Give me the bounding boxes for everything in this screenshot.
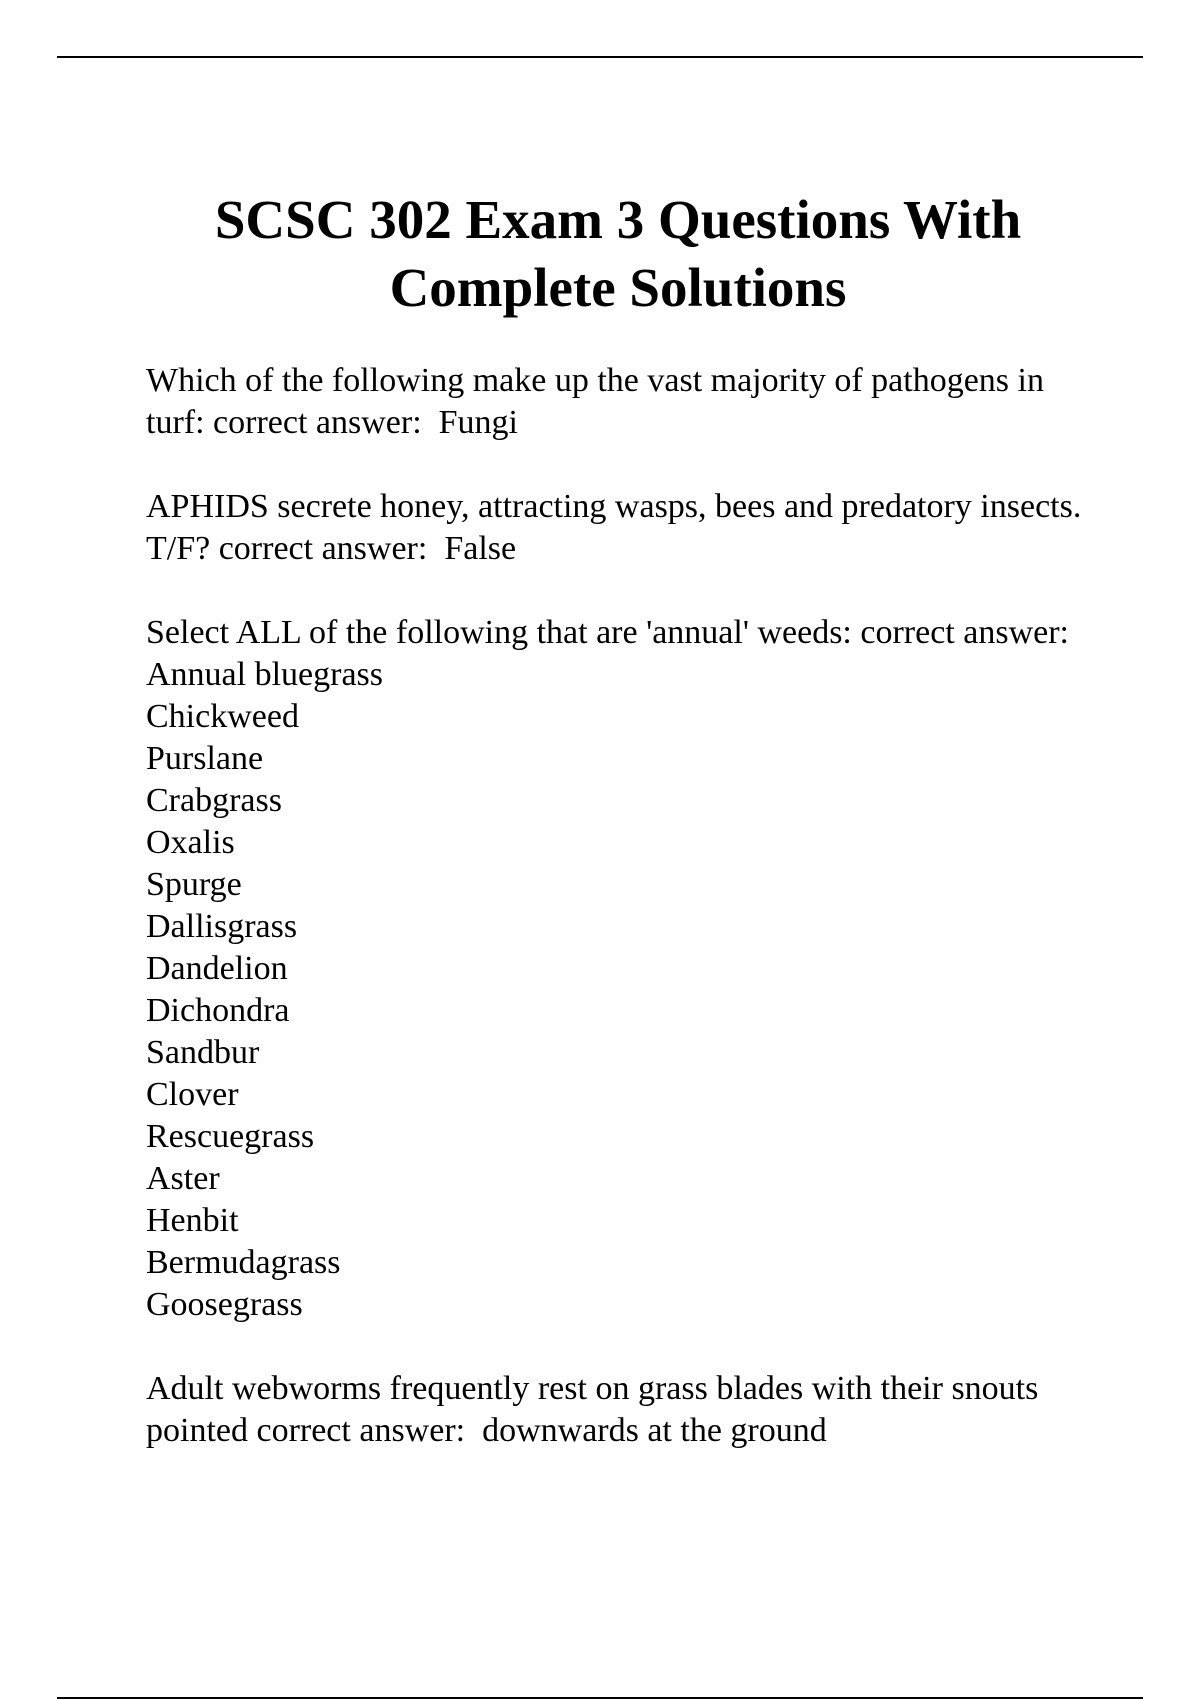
document-title: SCSC 302 Exam 3 Questions With Complete Solutions xyxy=(214,189,1022,318)
document-body xyxy=(146,360,1096,1494)
question-block xyxy=(146,486,1096,570)
bottom-divider xyxy=(57,1697,1143,1699)
answer-list-item: Rescuegrass xyxy=(146,1118,315,1155)
answer-list-item: Oxalis xyxy=(146,824,235,861)
answer-list-item: Sandbur xyxy=(146,1034,260,1071)
top-divider xyxy=(57,56,1143,58)
answer-list-item: Henbit xyxy=(146,1202,239,1239)
answer-list-item: Purslane xyxy=(146,740,264,777)
answer-list-item: Dallisgrass xyxy=(146,908,298,945)
answer-list-item: Dichondra xyxy=(146,992,290,1029)
question-text: Which of the following make up the vast majority of pathogens in turf: correct answer: Fungi xyxy=(146,362,1053,441)
question-block xyxy=(146,1368,1096,1452)
question-block xyxy=(146,612,1096,1326)
answer-list-item: Dandelion xyxy=(146,950,288,987)
answer-list xyxy=(146,696,1096,1326)
question-block xyxy=(146,360,1096,444)
question-text: Adult webworms frequently rest on grass blades with their snouts pointed correct answer: downwards at the ground xyxy=(146,1370,1047,1449)
answer-list-item: Bermudagrass xyxy=(146,1244,341,1281)
answer-list-item: Aster xyxy=(146,1160,220,1197)
answer-list-item: Spurge xyxy=(146,866,242,903)
question-text: Select ALL of the following that are 'annual' weeds: correct answer: Annual bluegrass xyxy=(146,614,1085,693)
question-text: APHIDS secrete honey, attracting wasps, bees and predatory insects. T/F? correct answer: False xyxy=(146,488,1090,567)
answer-list-item: Crabgrass xyxy=(146,782,282,819)
answer-list-item: Goosegrass xyxy=(146,1286,303,1323)
answer-list-item: Chickweed xyxy=(146,698,299,735)
answer-list-item: Clover xyxy=(146,1076,239,1113)
